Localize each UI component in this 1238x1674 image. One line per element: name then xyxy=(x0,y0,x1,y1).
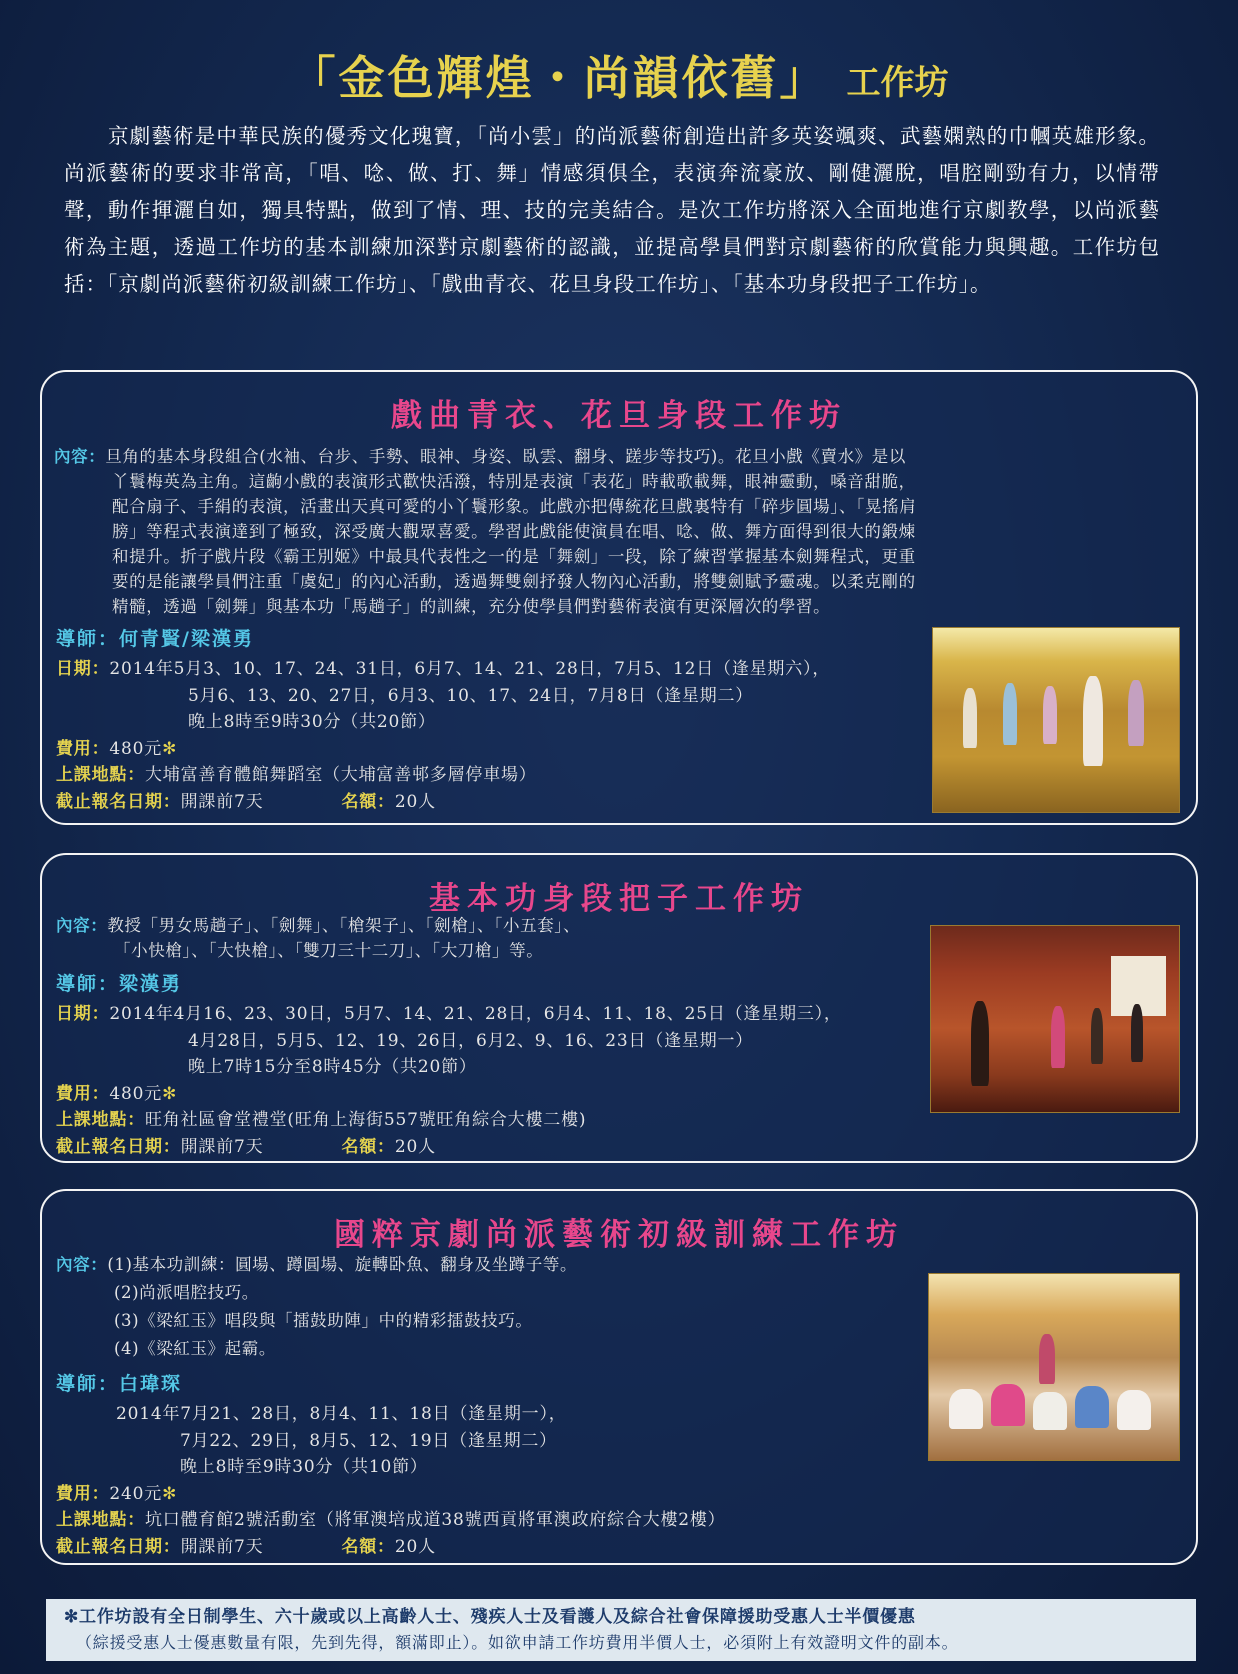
content-label: 內容： xyxy=(56,916,108,935)
deadline-value: 開課前7天 xyxy=(180,1136,264,1157)
fee-label: 費用： xyxy=(56,738,110,759)
workshop-photo-stage-hall xyxy=(930,925,1180,1113)
page-title-suffix: 工作坊 xyxy=(846,63,949,103)
date-line: 晚上8時至9時30分（共20節） xyxy=(188,712,436,732)
quota-label: 名額： xyxy=(341,791,395,812)
date-line: 7月22、29日，8月5、12、19日（逢星期二） xyxy=(180,1430,557,1451)
deadline-label: 截止報名日期： xyxy=(56,791,181,812)
workshop-panel-basic-skills xyxy=(40,853,1198,1163)
content-line: 教授「男女馬趟子」、「劍舞」、「槍架子」、「劍槍」、「小五套」、 xyxy=(107,916,581,935)
venue-label: 上課地點： xyxy=(56,1110,145,1130)
venue-label: 上課地點： xyxy=(56,765,145,785)
fee-asterisk: ✻ xyxy=(162,1483,178,1504)
date-label: 日期： xyxy=(56,1004,110,1024)
venue-value: 大埔富善育體館舞蹈室（大埔富善邨多層停車場） xyxy=(145,765,537,785)
discount-notice-line1: ✻工作坊設有全日制學生、六十歲或以上高齡人士、殘疾人士及看護人及綜合社會保障援助受惠人士半價優惠 xyxy=(64,1607,916,1627)
workshop-info xyxy=(56,1367,936,1560)
date-line: 5月6、13、20、27日，6月3、10、17、24日，7月8日（逢星期二） xyxy=(188,685,754,706)
workshop-photo-activity-room xyxy=(928,1273,1180,1461)
date-line: 2014年4月16、23、30日，5月7、14、21、28日，6月4、11、18、25日（逢星期三）， xyxy=(109,1004,842,1024)
workshop-content xyxy=(54,444,1184,619)
workshop-content xyxy=(56,1251,936,1363)
page-title-main: 「金色輝煌・尚韻依舊」 xyxy=(289,51,829,105)
fee-asterisk: ✻ xyxy=(162,1083,178,1104)
quota-value: 20人 xyxy=(394,791,436,812)
workshop-content xyxy=(56,913,936,963)
tutor-name: 導師：何青賢/梁漢勇 xyxy=(56,628,254,650)
content-line: 要的是能讓學員們注重「虞妃」的內心活動，透過舞雙劍抒發人物內心活動，將雙劍賦予靈魂。以柔克剛的 xyxy=(112,572,916,591)
page-title xyxy=(0,42,1238,108)
discount-notice xyxy=(46,1599,1196,1661)
deadline-label: 截止報名日期： xyxy=(56,1136,181,1157)
content-line: (3)《梁紅玉》唱段與「擂鼓助陣」中的精彩擂鼓技巧。 xyxy=(114,1311,533,1330)
workshop-title: 基本功身段把子工作坊 xyxy=(429,881,809,917)
workshop-info xyxy=(56,967,936,1160)
content-label: 內容： xyxy=(56,1255,108,1274)
content-line: 「小快槍」、「大快槍」、「雙刀三十二刀」、「大刀槍」等。 xyxy=(114,941,544,960)
quota-value: 20人 xyxy=(394,1536,436,1557)
quota-label: 名額： xyxy=(341,1136,395,1157)
workshop-panel-shang-school xyxy=(40,1189,1198,1565)
content-line: 配合扇子、手絹的表演，活畫出天真可愛的小丫鬟形象。此戲亦把傳統花旦戲裏特有「碎步圓場」、「晃搖肩 xyxy=(112,497,917,516)
intro-paragraph: 京劇藝術是中華民族的優秀文化瑰寶，「尚小雲」的尚派藝術創造出許多英姿颯爽、武藝嫻熟的巾幗英雄形象。尚派藝術的要求非常高，「唱、唸、做、打、舞」情感須俱全，表演奔流豪放、剛健灑脫，唱腔剛勁有力，以情帶聲，動作揮灑自如，獨具特點，做到了情、理、技的完美結合。是次工作坊將深入全面地進行京劇教學，以尚派藝術為主題，透過工作坊的基本訓練加深對京劇藝術的認識，並提高學員們對京劇藝術的欣賞能力與興趣。工作坊包括：「京劇尚派藝術初級訓練工作坊」、「戲曲青衣、花旦身段工作坊」、「基本功身段把子工作坊」。 xyxy=(64,124,1160,296)
workshop-info xyxy=(56,622,936,815)
date-line: 2014年5月3、10、17、24、31日，6月7、14、21、28日，7月5、12日（逢星期六）， xyxy=(109,659,831,679)
tutor-name: 導師：梁漢勇 xyxy=(56,973,183,995)
content-line: 旦角的基本身段組合(水袖、台步、手勢、眼神、身姿、臥雲、翻身、蹉步等技巧)。花旦小戲《賣水》是以 xyxy=(105,447,906,466)
fee-label: 費用： xyxy=(56,1083,110,1104)
content-line: (4)《梁紅玉》起霸。 xyxy=(114,1339,276,1358)
fee-asterisk: ✻ xyxy=(162,738,178,759)
workshop-photo-dance-hall xyxy=(932,627,1180,813)
date-line: 晚上8時至9時30分（共10節） xyxy=(180,1457,428,1477)
content-label: 內容： xyxy=(54,447,106,466)
workshop-title: 戲曲青衣、花旦身段工作坊 xyxy=(391,398,847,434)
venue-value: 旺角社區會堂禮堂(旺角上海街557號旺角綜合大樓二樓) xyxy=(145,1110,587,1130)
content-line: 精髓，透過「劍舞」與基本功「馬趟子」的訓練，充分使學員們對藝術表演有更深層次的學習。 xyxy=(112,597,831,616)
discount-notice-line2: （綜援受惠人士優惠數量有限，先到先得，額滿即止）。如欲申請工作坊費用半價人士，必須附上有效證明文件的副本。 xyxy=(76,1633,959,1652)
quota-value: 20人 xyxy=(394,1136,436,1157)
fee-value: 480元 xyxy=(109,1083,163,1104)
fee-value: 240元 xyxy=(109,1483,163,1504)
content-line: 丫鬟梅英為主角。這齣小戲的表演形式歡快活潑，特別是表演「表花」時載歌載舞，眼神靈動，嗓音甜脆， xyxy=(112,472,916,491)
fee-value: 480元 xyxy=(109,738,163,759)
content-line: 膀」等程式表演達到了極致，深受廣大觀眾喜愛。學習此戲能使演員在唱、唸、做、舞方面得到很大的鍛煉 xyxy=(112,522,916,541)
content-line: (1)基本功訓練：圓場、蹲圓場、旋轉卧魚、翻身及坐蹲子等。 xyxy=(107,1255,578,1274)
content-line: (2)尚派唱腔技巧。 xyxy=(114,1283,259,1302)
deadline-value: 開課前7天 xyxy=(180,1536,264,1557)
venue-label: 上課地點： xyxy=(56,1510,145,1530)
tutor-name: 導師：白瑋琛 xyxy=(56,1373,183,1395)
fee-label: 費用： xyxy=(56,1483,110,1504)
deadline-value: 開課前7天 xyxy=(180,791,264,812)
date-line: 晚上7時15分至8時45分（共20節） xyxy=(188,1057,477,1077)
date-line: 4月28日，5月5、12、19、26日，6月2、9、16、23日（逢星期一） xyxy=(188,1030,754,1051)
quota-label: 名額： xyxy=(341,1536,395,1557)
date-line: 2014年7月21、28日，8月4、11、18日（逢星期一）， xyxy=(116,1404,567,1424)
deadline-label: 截止報名日期： xyxy=(56,1536,181,1557)
workshop-panel-qingyi-huadan xyxy=(40,370,1198,825)
content-line: 和提升。折子戲片段《霸王別姬》中最具代表性之一的是「舞劍」一段，除了練習掌握基本劍舞程式，更重 xyxy=(112,547,916,566)
workshop-title: 國粹京劇尚派藝術初級訓練工作坊 xyxy=(334,1217,904,1253)
date-label: 日期： xyxy=(56,659,110,679)
venue-value: 坑口體育館2號活動室（將軍澳培成道38號西貢將軍澳政府綜合大樓2樓） xyxy=(145,1510,726,1530)
